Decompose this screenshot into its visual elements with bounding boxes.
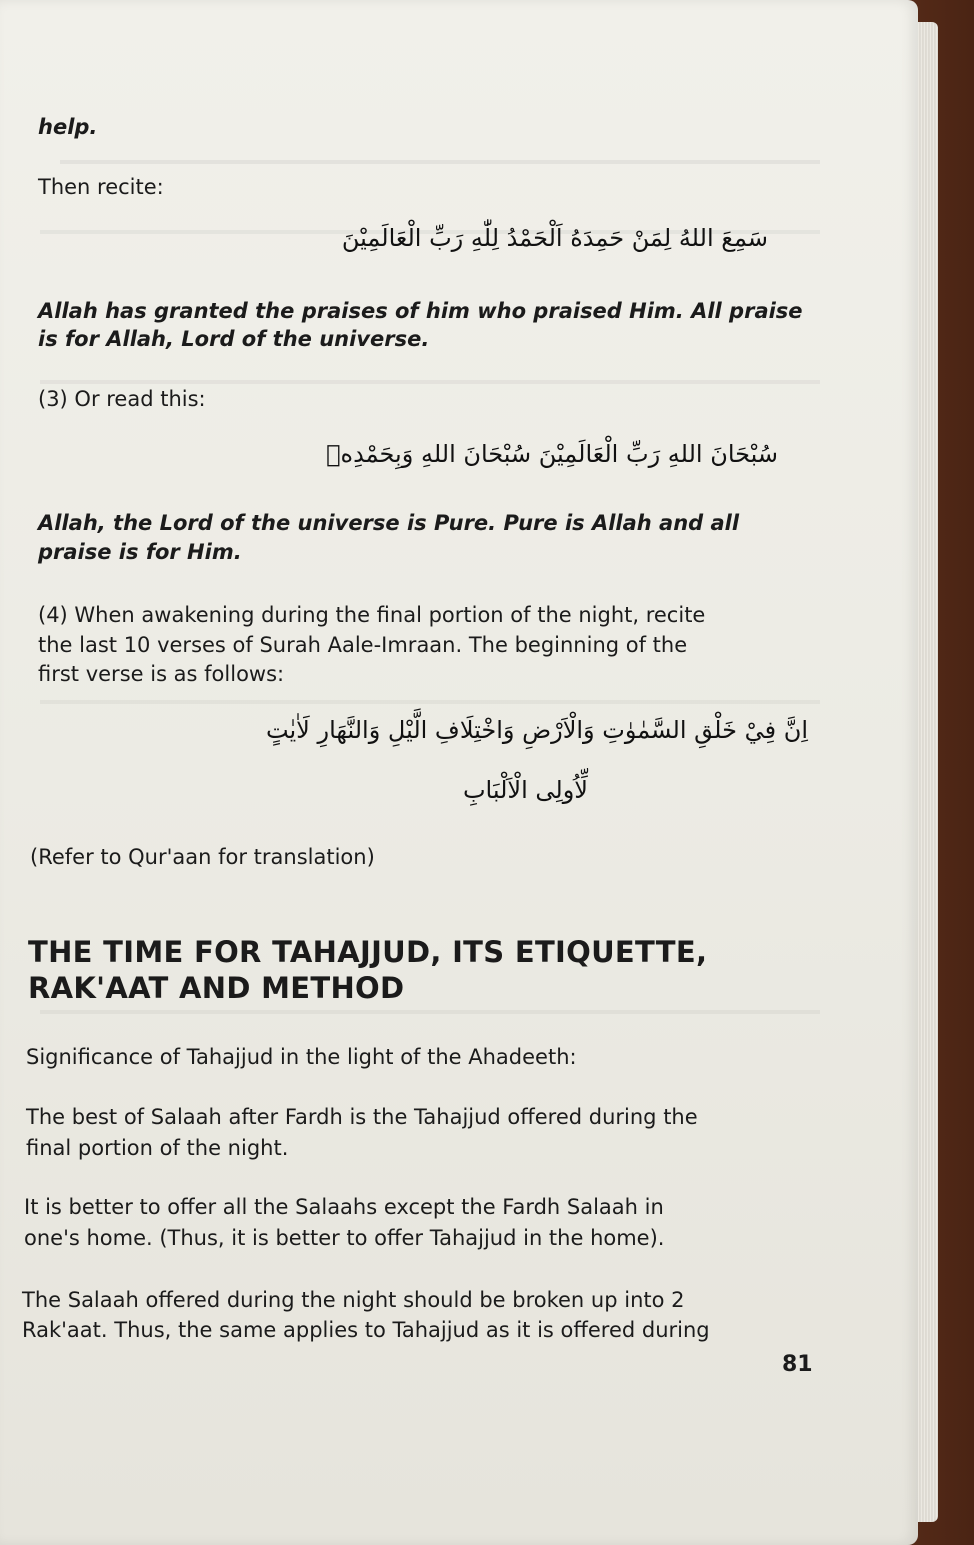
arabic-dua: سُبْحَانَ اللهِ رَبِّ الْعَالَمِيْنَ سُبْحَانَ اللهِ وَبِحَمْدِهٖ — [326, 440, 778, 468]
text-line: Significance of Tahajjud in the light of the Ahadeeth: — [26, 1045, 577, 1069]
text-line: (Refer to Qur'aan for translation) — [30, 845, 375, 869]
text-line: one's home. (Thus, it is better to offer Tahajjud in the home). — [24, 1226, 665, 1250]
text-line: Then recite: — [38, 175, 164, 199]
section-heading: THE TIME FOR TAHAJJUD, ITS ETIQUETTE, — [28, 935, 708, 969]
text-line: final portion of the night. — [26, 1136, 289, 1160]
translation-line: Allah, the Lord of the universe is Pure. Pure is Allah and all — [38, 511, 740, 535]
arabic-verse: اِنَّ فِيْ خَلْقِ السَّمٰوٰتِ وَالْاَرْضِ وَاخْتِلَافِ الَّيْلِ وَالنَّهَارِ لَاٰيٰتٍ — [265, 716, 808, 744]
text-line: (4) When awakening during the final portion of the night, recite — [38, 603, 706, 627]
translation-line: praise is for Him. — [38, 540, 242, 564]
section-heading: RAK'AAT AND METHOD — [28, 971, 405, 1005]
text-line: (3) Or read this: — [38, 387, 206, 411]
text-line: Rak'aat. Thus, the same applies to Tahajjud as it is offered during — [22, 1318, 710, 1342]
translation-line: Allah has granted the praises of him who praised Him. All praise — [38, 299, 803, 323]
text-line: It is better to offer all the Salaahs except the Fardh Salaah in — [24, 1195, 664, 1219]
page-number: 81 — [782, 1352, 813, 1377]
arabic-dua: سَمِعَ اللهُ لِمَنْ حَمِدَهُ اَلْحَمْدُ لِلّٰهِ رَبِّ الْعَالَمِيْنَ — [341, 224, 768, 252]
text-line: help. — [38, 115, 98, 139]
text-line: first verse is as follows: — [38, 662, 285, 686]
text-line: The Salaah offered during the night should be broken up into 2 — [22, 1288, 685, 1312]
arabic-verse: لِّاُولِى الْاَلْبَابِ — [462, 776, 588, 804]
text-line: The best of Salaah after Fardh is the Tahajjud offered during the — [26, 1105, 698, 1129]
translation-line: is for Allah, Lord of the universe. — [38, 327, 430, 351]
text-line: the last 10 verses of Surah Aale-Imraan. The beginning of the — [38, 633, 688, 657]
